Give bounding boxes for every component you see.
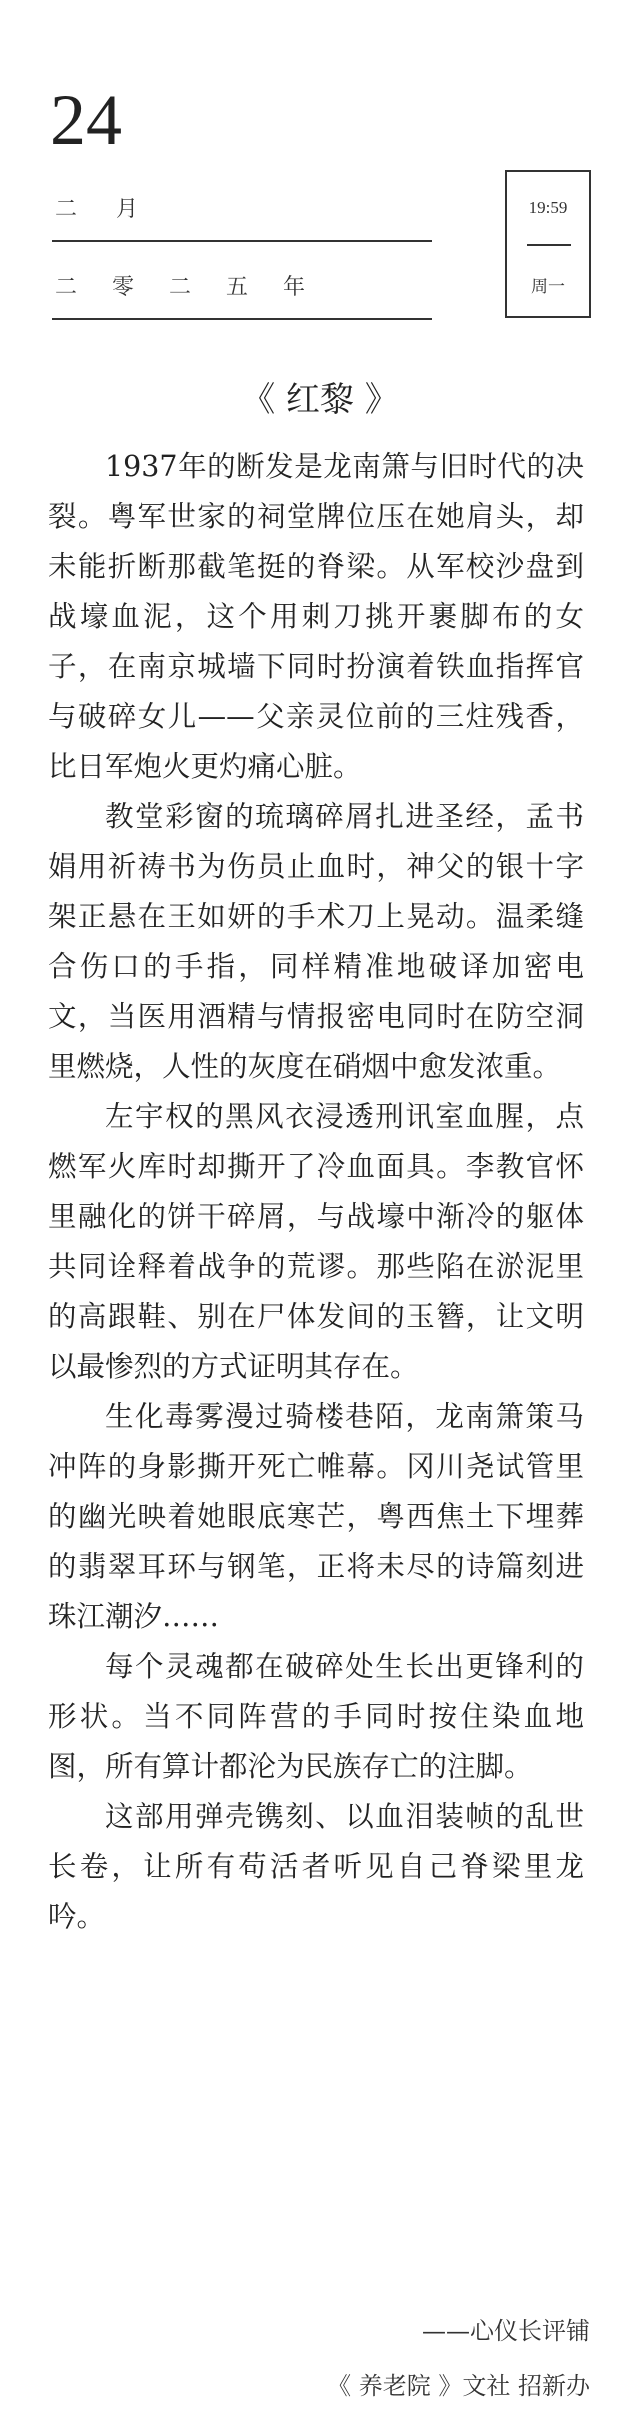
time-box	[505, 170, 591, 318]
time-label: 19:59	[528, 198, 568, 217]
month-label: 二 月	[55, 197, 154, 222]
paragraph: 教堂彩窗的琉璃碎屑扎进圣经，孟书娟用祈祷书为伤员止血时，神父的银十字架正悬在王如妍的手术刀上晃动。温柔缝合伤口的手指，同样精准地破译加密电文，当医用酒精与情报密电同时在防空洞里燃烧，人性的灰度在硝烟中愈发浓重。	[48, 800, 584, 1083]
divider-line	[52, 318, 432, 320]
paragraph: 生化毒雾漫过骑楼巷陌，龙南箫策马冲阵的身影撕开死亡帷幕。冈川尧试管里的幽光映着她眼底寒芒，粤西焦土下埋葬的翡翠耳环与钢笔，正将未尽的诗篇刻进珠江潮汐……	[48, 1400, 584, 1633]
divider-line	[52, 240, 432, 242]
weekday-label: 周一	[531, 277, 565, 297]
article-body	[48, 442, 584, 1942]
article-title: 《 红黎 》	[241, 380, 399, 420]
day-number: 24	[50, 80, 122, 160]
signature: ——心仪长评铺	[422, 2317, 590, 2345]
paragraph: 这部用弹壳镌刻、以血泪装帧的乱世长卷，让所有苟活者听见自己脊梁里龙吟。	[48, 1800, 584, 1933]
year-label: 二 零 二 五 年	[55, 275, 319, 300]
footer-text: 《 养老院 》文社 招新办	[327, 2372, 590, 2400]
paragraph: 1937年的断发是龙南箫与旧时代的决裂。粤军世家的祠堂牌位压在她肩头，却未能折断那截笔挺的脊梁。从军校沙盘到战壕血泥，这个用刺刀挑开裹脚布的女子，在南京城墙下同时扮演着铁血指挥官与破碎女儿——父亲灵位前的三炷残香，比日军炮火更灼痛心脏。	[48, 450, 584, 783]
paragraph: 左宇权的黑风衣浸透刑讯室血腥，点燃军火库时却撕开了冷血面具。李教官怀里融化的饼干碎屑，与战壕中渐冷的躯体共同诠释着战争的荒谬。那些陷在淤泥里的高跟鞋、别在尸体发间的玉簪，让文明以最惨烈的方式证明其存在。	[48, 1100, 584, 1383]
time-divider	[527, 244, 571, 246]
paragraph: 每个灵魂都在破碎处生长出更锋利的形状。当不同阵营的手同时按住染血地图，所有算计都沦为民族存亡的注脚。	[48, 1650, 584, 1783]
